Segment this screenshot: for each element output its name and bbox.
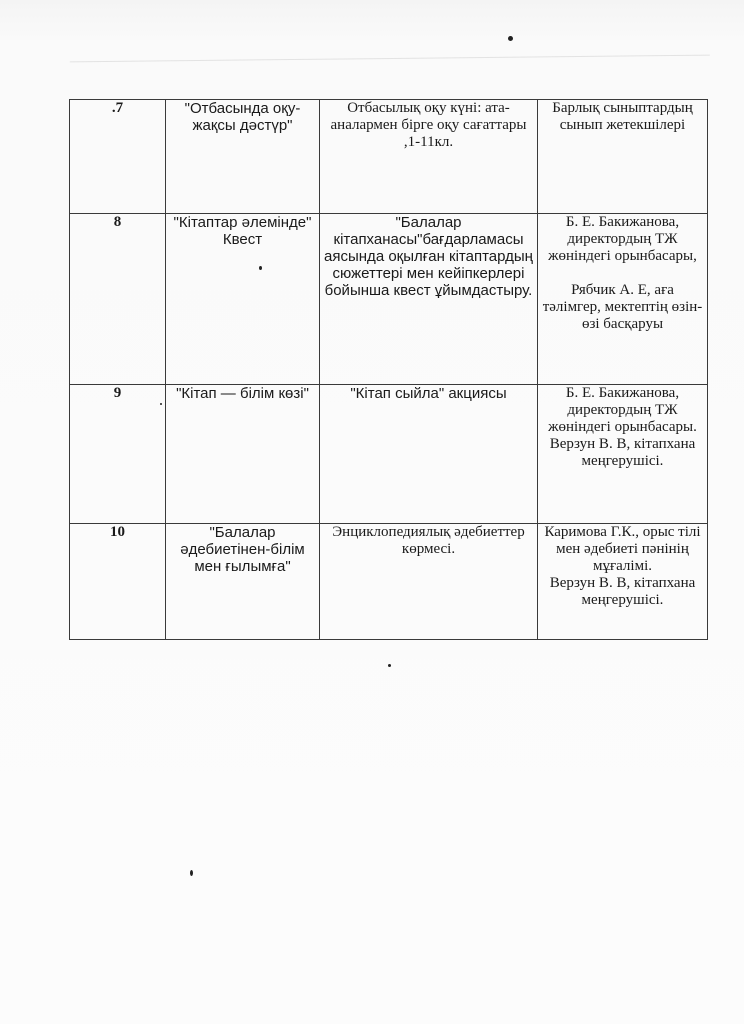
line-gap: [542, 265, 703, 282]
scan-edge-line: [70, 55, 710, 103]
row-number: .7: [70, 100, 166, 214]
responsible-line: Каримова Г.К., орыс тілі мен әдебиеті пәнінің мұғалімі.: [544, 524, 701, 574]
scan-speck: [508, 36, 513, 41]
responsible-persons: [538, 100, 708, 214]
event-title: "Кітап — білім көзі": [166, 385, 320, 524]
table-row: [70, 214, 708, 385]
event-title: "Кітаптар әлемінде" Квест: [166, 214, 320, 385]
responsible-persons: [538, 524, 708, 640]
responsible-persons: [538, 214, 708, 385]
scan-speck: [388, 664, 391, 667]
event-description: "Балалар кітапханасы"бағдарламасы аясында оқылған кітаптардың сюжеттері мен кейіпкерлері бойынша квест ұйымдастыру.: [320, 214, 538, 385]
row-number: 8: [70, 214, 166, 385]
table-row: [70, 100, 708, 214]
event-title: "Отбасында оқу- жақсы дәстүр": [166, 100, 320, 214]
table-row: [70, 524, 708, 640]
event-plan-table: [69, 99, 708, 640]
event-description: "Кітап сыйла" акциясы: [320, 385, 538, 524]
event-description: Энциклопедиялық әдебиеттер көрмесі.: [320, 524, 538, 640]
event-description: Отбасылық оқу күні: ата-аналармен бірге оқу сағаттары ,1-11кл.: [320, 100, 538, 214]
responsible-line: Б. Е. Бакижанова, директордың ТЖ жөніндегі орынбасары,: [548, 214, 697, 264]
responsible-line: Б. Е. Бакижанова, директордың ТЖ жөніндегі орынбасары.: [548, 385, 697, 435]
responsible-persons: [538, 385, 708, 524]
table-row: [70, 385, 708, 524]
responsible-line: Рябчик А. Е, аға тәлімгер, мектептің өзін-өзі басқаруы: [542, 282, 703, 332]
scan-speck: [190, 870, 193, 876]
event-title: "Балалар әдебиетінен-білім мен ғылымға": [166, 524, 320, 640]
responsible-line: Верзун В. В, кітапхана меңгерушісі.: [549, 575, 696, 608]
responsible-line: Верзун В. В, кітапхана меңгерушісі.: [549, 436, 696, 469]
row-number: 9: [70, 385, 166, 524]
row-number: 10: [70, 524, 166, 640]
responsible-line: Барлық сыныптардың сынып жетекшілері: [552, 100, 693, 133]
